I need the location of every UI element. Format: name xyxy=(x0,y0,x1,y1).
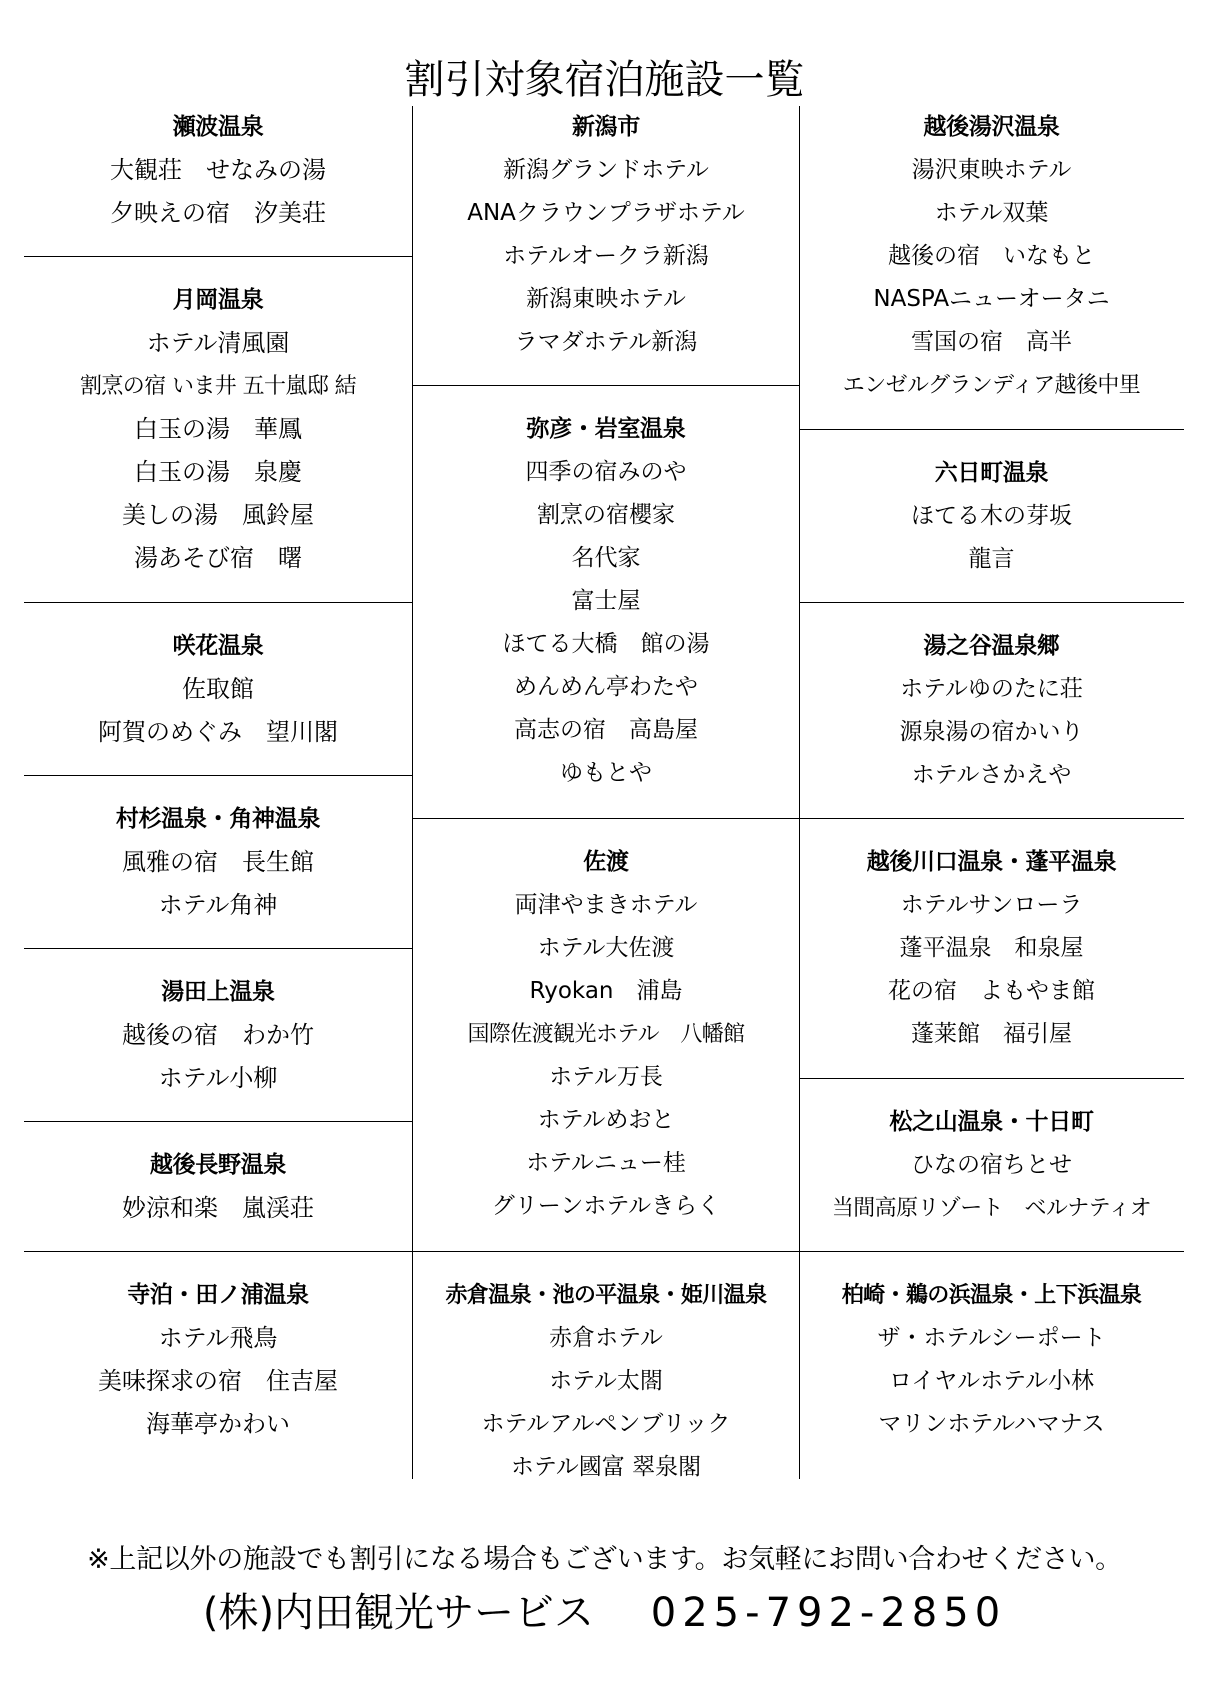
footer-note: ※上記以外の施設でも割引になる場合もございます。お気軽にお問い合わせください。 xyxy=(87,1544,1122,1575)
area-name: 湯之谷温泉郷 xyxy=(923,633,1060,659)
hotel-name: 越後の宿 いなもと xyxy=(888,243,1095,269)
hotel-name: ひなの宿ちとせ xyxy=(911,1152,1072,1178)
hotel-name: ゆもとや xyxy=(560,760,652,786)
area-section xyxy=(799,106,1184,407)
hotel-name: ホテル小柳 xyxy=(158,1064,278,1092)
hotel-name: グリーンホテルきらく xyxy=(491,1193,721,1219)
hotel-name: 高志の宿 高島屋 xyxy=(514,717,698,743)
hotel-name: ホテルさかえや xyxy=(911,762,1072,788)
area-section xyxy=(24,1121,412,1230)
area-section xyxy=(24,948,412,1100)
hotel-name: ホテルサンローラ xyxy=(900,892,1083,918)
hotel-name: ホテルゆのたに荘 xyxy=(900,676,1083,702)
hotel-name: 花の宿 よもやま館 xyxy=(888,978,1095,1004)
hotel-name: ほてる大橋 館の湯 xyxy=(502,631,710,657)
hotel-name: 佐取館 xyxy=(182,675,254,703)
hotel-name: ホテルアルペンブリック xyxy=(481,1411,731,1437)
hotel-name: 蓬平温泉 和泉屋 xyxy=(899,935,1084,961)
hotel-name: 名代家 xyxy=(571,545,641,571)
hotel-name: 新潟東映ホテル xyxy=(526,286,686,312)
hotel-name: ホテルめおと xyxy=(537,1107,675,1133)
area-name: 湯田上温泉 xyxy=(161,979,275,1005)
area-section xyxy=(413,1251,799,1489)
hotel-name: ホテルオークラ新潟 xyxy=(503,243,709,269)
area-section xyxy=(24,775,412,927)
area-name: 松之山温泉・十日町 xyxy=(889,1109,1094,1135)
hotel-name: ホテル万長 xyxy=(549,1064,663,1090)
hotel-name: ANAクラウンプラザホテル xyxy=(467,200,745,226)
area-section xyxy=(24,256,412,580)
area-name: 寺泊・田ノ浦温泉 xyxy=(127,1282,309,1308)
hotel-name: ラマダホテル新潟 xyxy=(514,329,698,355)
hotel-name: ホテル双葉 xyxy=(934,200,1049,226)
hotel-name: 当間高原リゾート ベルナティオ xyxy=(831,1196,1152,1221)
area-name: 越後川口温泉・蓬平温泉 xyxy=(866,849,1117,875)
area-name: 瀬波温泉 xyxy=(172,114,264,140)
phone-number: 025-792-2850 xyxy=(650,1590,1007,1636)
area-section xyxy=(799,429,1184,581)
hotel-name: 割烹の宿櫻家 xyxy=(537,502,675,528)
area-section xyxy=(799,1251,1184,1446)
hotel-name: Ryokan 浦島 xyxy=(529,978,683,1004)
area-section xyxy=(799,818,1184,1056)
hotel-name: 白玉の湯 泉慶 xyxy=(134,458,302,486)
hotel-name: 海華亭かわい xyxy=(146,1410,290,1438)
hotel-name: 富士屋 xyxy=(571,588,641,614)
hotel-name: ホテル太閤 xyxy=(549,1368,663,1394)
area-section xyxy=(24,602,412,754)
hotel-name: めんめん亭わたや xyxy=(514,674,698,700)
hotel-name: ホテル國富 翠泉閣 xyxy=(510,1454,702,1480)
area-name: 新潟市 xyxy=(571,114,641,140)
hotel-name: 妙涼和楽 嵐渓荘 xyxy=(122,1194,314,1222)
hotel-name: 新潟グランドホテル xyxy=(503,157,709,183)
contact-line xyxy=(0,1585,1209,1641)
hotel-name: 両津やまきホテル xyxy=(514,892,698,918)
hotel-name: ロイヤルホテル小林 xyxy=(889,1368,1094,1394)
hotel-name: 割烹の宿 いま井 五十嵐邸 結 xyxy=(80,374,356,399)
area-name: 村杉温泉・角神温泉 xyxy=(115,806,321,832)
area-section xyxy=(799,1078,1184,1230)
hotel-name: 国際佐渡観光ホテル 八幡館 xyxy=(467,1022,745,1047)
hotel-name: 風雅の宿 長生館 xyxy=(122,848,314,876)
column-left xyxy=(24,106,412,1479)
hotel-name: ホテル角神 xyxy=(158,891,278,919)
area-name: 赤倉温泉・池の平温泉・姫川温泉 xyxy=(445,1283,767,1308)
hotel-name: ほてる木の芽坂 xyxy=(911,503,1072,529)
area-name: 佐渡 xyxy=(583,849,629,875)
area-name: 六日町温泉 xyxy=(934,460,1049,486)
company-name: (株)内田観光サービス xyxy=(202,1590,595,1636)
hotel-name: 美味探求の宿 住吉屋 xyxy=(98,1367,338,1395)
hotel-name: ホテルニュー桂 xyxy=(526,1150,686,1176)
hotel-name: 蓬莱館 福引屋 xyxy=(911,1021,1072,1047)
hotel-name: 阿賀のめぐみ 望川閣 xyxy=(98,718,338,746)
hotel-name: 白玉の湯 華鳳 xyxy=(134,415,302,443)
area-section xyxy=(413,385,799,795)
facility-grid xyxy=(24,106,1184,1479)
hotel-name: 大観荘 せなみの湯 xyxy=(110,156,326,184)
area-section xyxy=(413,818,799,1228)
hotel-name: 夕映えの宿 汐美荘 xyxy=(110,199,326,227)
column-center xyxy=(412,106,800,1479)
hotel-name: エンゼルグランディア越後中里 xyxy=(842,373,1141,398)
area-name: 柏崎・鵜の浜温泉・上下浜温泉 xyxy=(841,1283,1142,1308)
hotel-name: マリンホテルハマナス xyxy=(878,1411,1105,1437)
area-name: 咲花温泉 xyxy=(172,633,264,659)
hotel-name: 越後の宿 わか竹 xyxy=(122,1021,314,1049)
area-name: 越後湯沢温泉 xyxy=(923,114,1060,140)
hotel-name: 四季の宿みのや xyxy=(525,459,687,485)
area-name: 月岡温泉 xyxy=(172,287,264,313)
area-section xyxy=(24,1251,412,1446)
hotel-name: 美しの湯 風鈴屋 xyxy=(122,501,314,529)
area-name: 弥彦・岩室温泉 xyxy=(526,416,686,442)
area-name: 越後長野温泉 xyxy=(149,1152,287,1178)
area-section xyxy=(413,106,799,364)
hotel-name: ホテル大佐渡 xyxy=(537,935,675,961)
hotel-name: NASPAニューオータニ xyxy=(873,286,1110,312)
hotel-name: 源泉湯の宿かいり xyxy=(899,719,1084,745)
hotel-name: 赤倉ホテル xyxy=(549,1325,663,1351)
area-section xyxy=(24,106,412,235)
hotel-name: 雪国の宿 高半 xyxy=(911,329,1072,355)
hotel-name: 湯あそび宿 曙 xyxy=(134,544,302,572)
page-title: 割引対象宿泊施設一覧 xyxy=(404,57,805,103)
hotel-name: 湯沢東映ホテル xyxy=(911,157,1072,183)
hotel-name: ホテル飛鳥 xyxy=(158,1324,278,1352)
hotel-name: ザ・ホテルシーポート xyxy=(877,1325,1106,1351)
column-right xyxy=(799,106,1184,1479)
area-section xyxy=(799,602,1184,797)
hotel-name: 龍言 xyxy=(968,546,1015,572)
hotel-name: ホテル清風園 xyxy=(146,329,290,357)
